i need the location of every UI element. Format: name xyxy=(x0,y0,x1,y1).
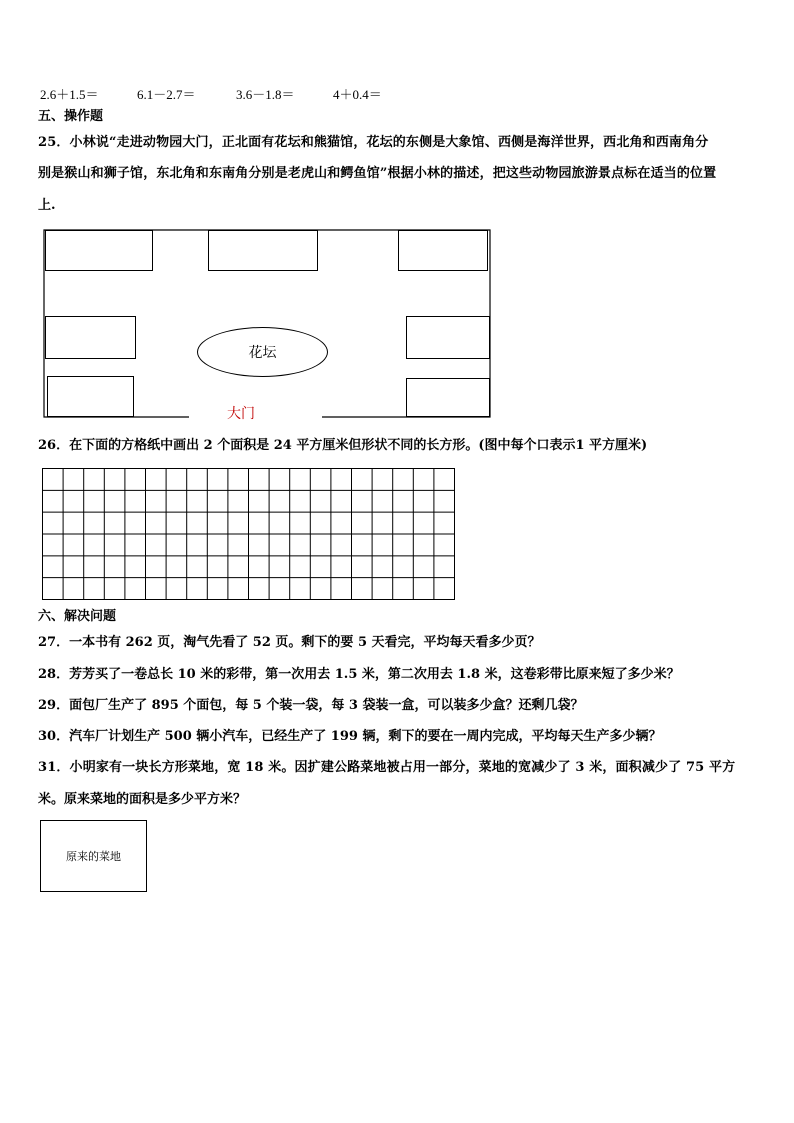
section-6-title: 六、解决问题 xyxy=(38,609,117,624)
gate-label: 大门 xyxy=(227,406,255,422)
calc-2: 6.1－2.7＝ xyxy=(137,87,196,102)
section-5-title: 五、操作题 xyxy=(38,109,104,124)
zoo-box-north[interactable] xyxy=(208,230,318,271)
zoo-box-southeast[interactable] xyxy=(406,378,490,417)
q25-line1: 25．小林说“走进动物园大门，正北面有花坛和熊猫馆，花坛的东侧是大象馆、西侧是海洋世界，西北角和西南角分 xyxy=(38,135,709,150)
zoo-box-west[interactable] xyxy=(45,316,136,359)
q31-line1: 31．小明家有一块长方形菜地，宽 18 米。因扩建公路菜地被占用一部分，菜地的宽减少了 3 米，面积减少了 75 平方 xyxy=(38,760,736,775)
q28-text: 28．芳芳买了一卷总长 10 米的彩带，第一次用去 1.5 米，第二次用去 1.8 米，这卷彩带比原来短了多少米？ xyxy=(38,667,680,682)
zoo-box-east[interactable] xyxy=(406,316,490,359)
q30-text: 30．汽车厂计划生产 500 辆小汽车，已经生产了 199 辆，剩下的要在一周内完成，平均每天生产多少辆？ xyxy=(38,729,662,744)
zoo-box-southwest[interactable] xyxy=(47,376,134,417)
flower-bed-label: 花坛 xyxy=(248,345,277,361)
garden-label: 原来的菜地 xyxy=(66,850,121,863)
q25-line2: 别是猴山和狮子馆，东北角和东南角分别是老虎山和鳄鱼馆”根据小林的描述，把这些动物园旅游景点标在适当的位置 xyxy=(38,166,717,181)
q29-text: 29．面包厂生产了 895 个面包，每 5 个装一袋，每 3 袋装一盒，可以装多少盒？还剩几袋？ xyxy=(38,698,584,713)
q27-text: 27．一本书有 262 页，淘气先看了 52 页。剩下的要 5 天看完，平均每天看多少页？ xyxy=(38,635,541,650)
square-grid[interactable] xyxy=(42,468,455,600)
calc-3: 3.6－1.8＝ xyxy=(236,87,295,102)
calc-1: 2.6＋1.5＝ xyxy=(40,87,99,102)
q25-line3: 上. xyxy=(38,198,56,213)
flower-bed xyxy=(197,327,328,377)
zoo-box-northwest[interactable] xyxy=(45,230,153,271)
zoo-box-northeast[interactable] xyxy=(398,230,488,271)
q26-text: 26．在下面的方格纸中画出 2 个面积是 24 平方厘米但形状不同的长方形。(图中每个口表示1 平方厘米) xyxy=(38,438,648,453)
q31-line2: 米。原来菜地的面积是多少平方米？ xyxy=(38,792,247,807)
original-garden-figure xyxy=(40,820,147,892)
calc-4: 4＋0.4＝ xyxy=(333,87,382,102)
zoo-boundary xyxy=(0,0,794,430)
